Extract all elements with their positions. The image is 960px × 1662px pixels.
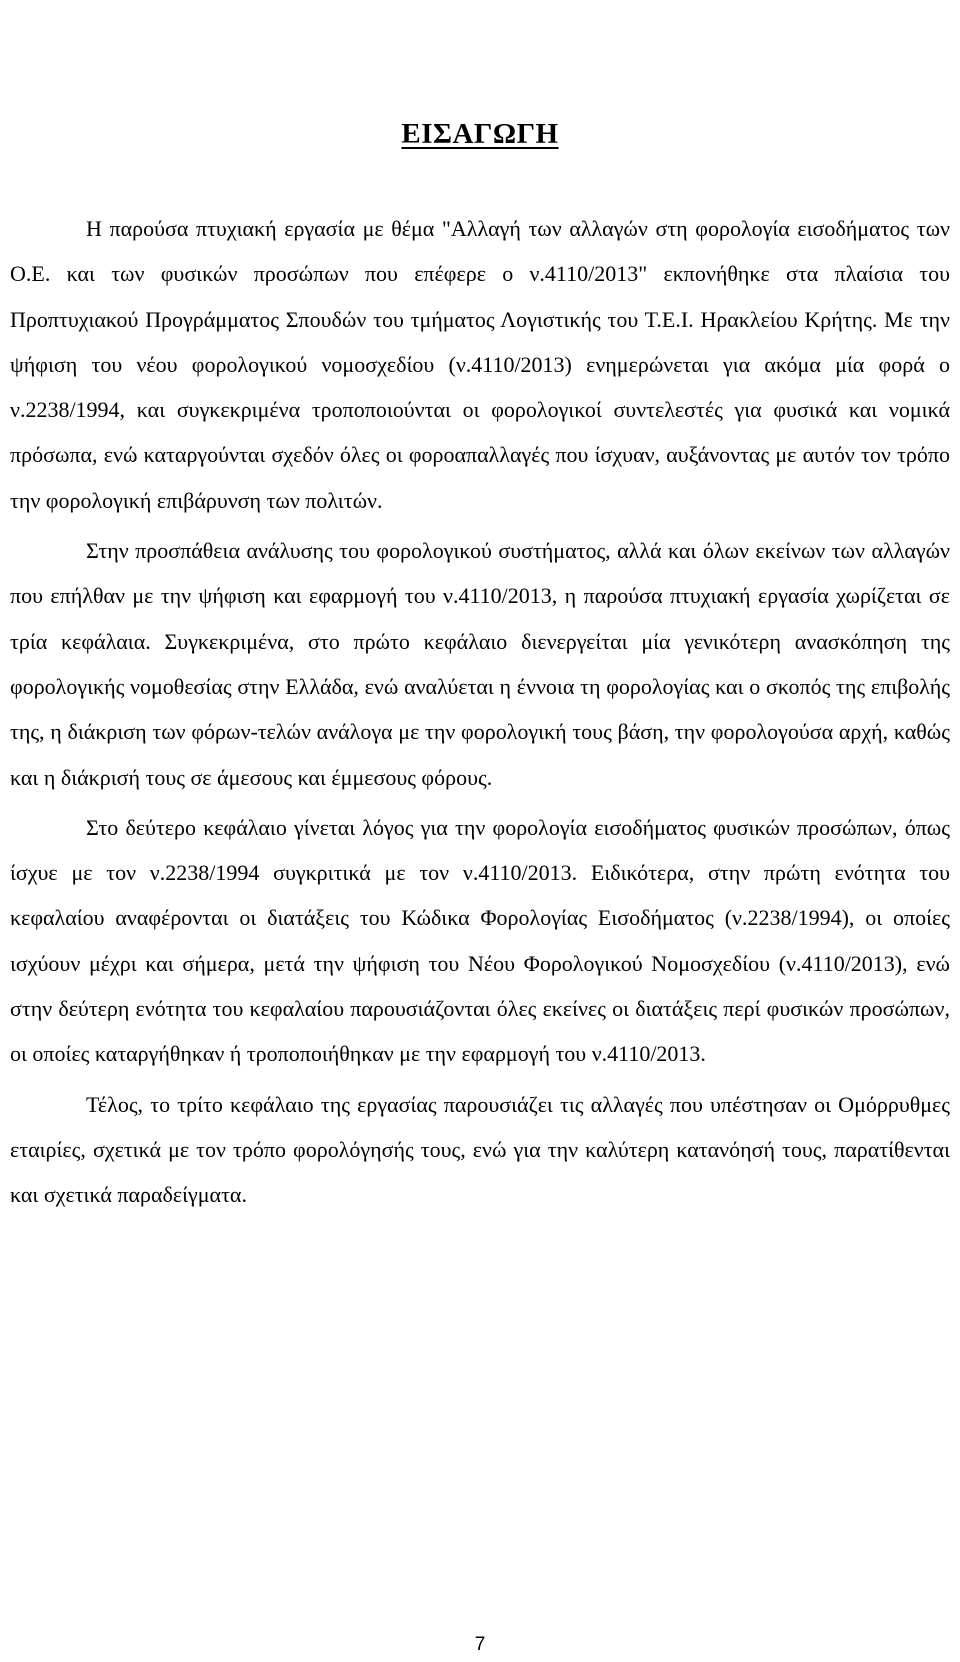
paragraph-chapter-three: Τέλος, το τρίτο κεφάλαιο της εργασίας παρουσιάζει τις αλλαγές που υπέστησαν οι Ομόρρυθμες εταιρίες, σχετικά με τον τρόπο φορολόγησής τους, ενώ για την καλύτερη κατανόησή τους, παρατίθενται και σχετικά παραδείγματα. xyxy=(10,1091,950,1208)
paragraph-intro: Η παρούσα πτυχιακή εργασία με θέμα "Αλλαγή των αλλαγών στη φορολογία εισοδήματος των Ο.Ε. και των φυσικών προσώπων που επέφερε ο ν.4110/2013" εκπονήθηκε στα πλαίσια του Προπτυχιακού Προγράμματος Σπουδών του τμήματος Λογιστικής του Τ.Ε.Ι. Ηρακλείου Κρήτης. Με την ψήφιση του νέου φορολογικού νομοσχεδίου (ν.4110/2013) ενημερώνεται για ακόμα μία φορά ο ν.2238/1994, και συγκεκριμένα τροποποιούνται οι φορολογικοί συντελεστές για φυσικά και νομικά πρόσωπα, ενώ καταργούνται σχεδόν όλες οι φοροαπαλλαγές που ίσχυαν, αυξάνοντας με αυτόν τον τρόπο την φορολογική επιβάρυνση των πολιτών. xyxy=(10,216,950,513)
page-title: ΕΙΣΑΓΩΓΗ xyxy=(401,118,559,150)
paragraph-chapter-two: Στο δεύτερο κεφάλαιο γίνεται λόγος για την φορολογία εισοδήματος φυσικών προσώπων, όπως ίσχυε με τον ν.2238/1994 συγκριτικά με τον ν.4110/2013. Ειδικότερα, στην πρώτη ενότητα του κεφαλαίου αναφέρονται οι διατάξεις του Κώδικα Φορολογίας Εισοδήματος (ν.2238/1994), οι οποίες ισχύουν μέχρι και σήμερα, μετά την ψήφιση του Νέου Φορολογικού Νομοσχεδίου (ν.4110/2013), ενώ στην δεύτερη ενότητα του κεφαλαίου παρουσιάζονται όλες εκείνες οι διατάξεις περί φυσικών προσώπων, οι οποίες καταργήθηκαν ή τροποποιήθηκαν με την εφαρμογή του ν.4110/2013. xyxy=(10,814,950,1067)
paragraph-structure: Στην προσπάθεια ανάλυσης του φορολογικού συστήματος, αλλά και όλων εκείνων των αλλαγών που επήλθαν με την ψήφιση και εφαρμογή του ν.4110/2013, η παρούσα πτυχιακή εργασία χωρίζεται σε τρία κεφάλαια. Συγκεκριμένα, στο πρώτο κεφάλαιο διενεργείται μία γενικότερη ανασκόπηση της φορολογικής νομοθεσίας στην Ελλάδα, ενώ αναλύεται η έννοια τη φορολογίας και ο σκοπός της επιβολής της, η διάκριση των φόρων-τελών ανάλογα με την φορολογική τους βάση, την φορολογούσα αρχή, καθώς και η διάκρισή τους σε άμεσους και έμμεσους φόρους. xyxy=(10,538,950,790)
page-number: 7 xyxy=(474,1634,486,1655)
body-text xyxy=(10,206,950,1223)
